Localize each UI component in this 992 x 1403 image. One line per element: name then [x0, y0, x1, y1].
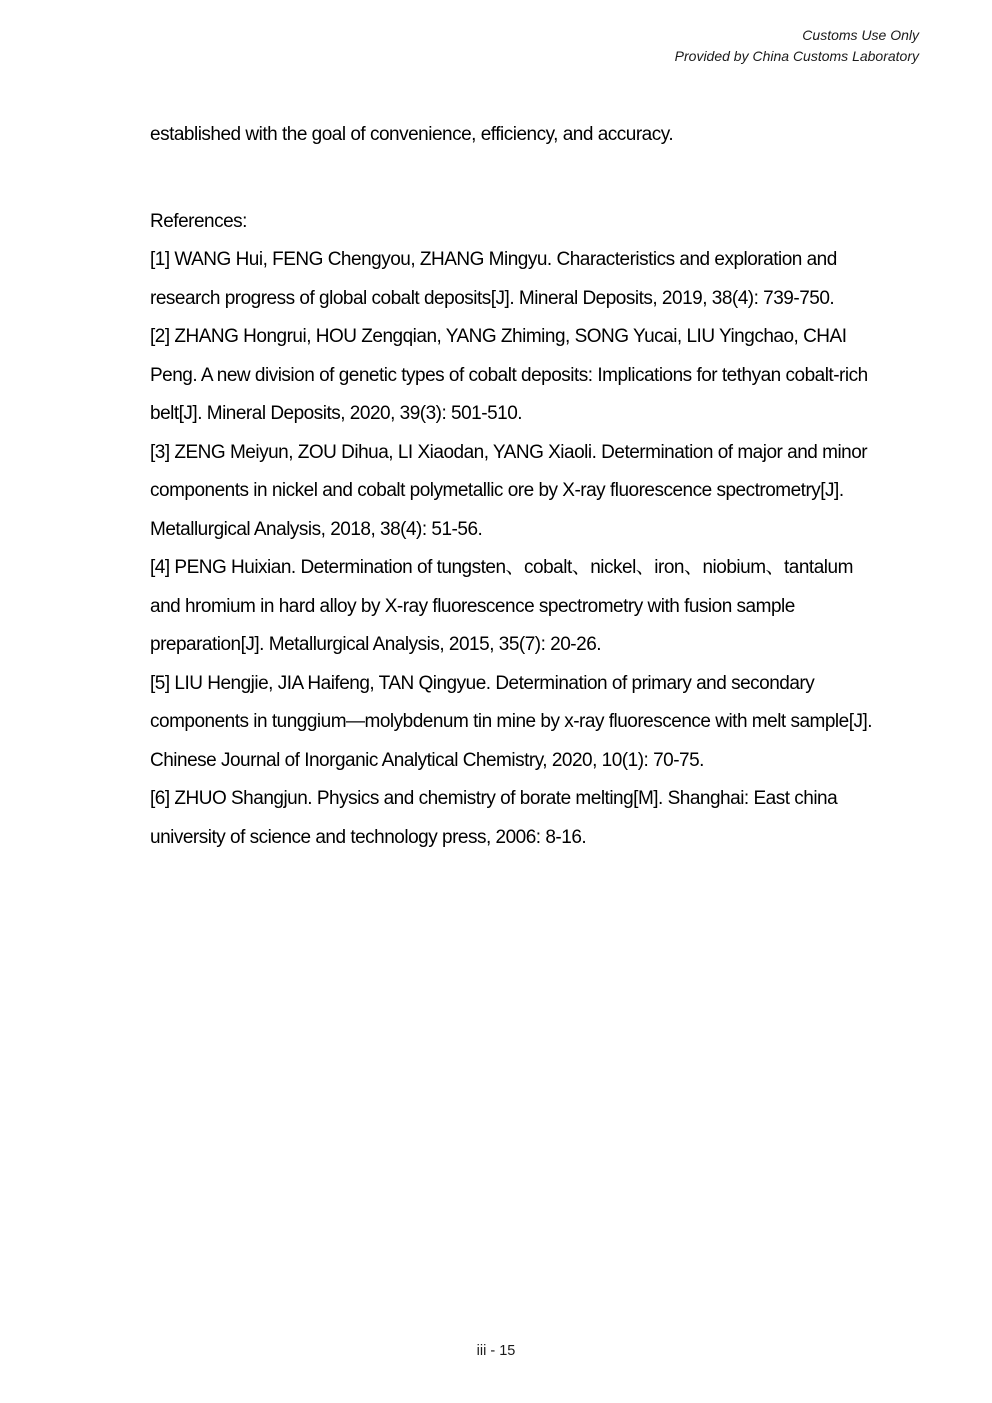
- reference-item-4: [4] PENG Huixian. Determination of tungsten、cobalt、nickel、iron、niobium、tantalum and hromium in hard alloy by X-ray fluorescence spectrometry with fusion sample preparation[J]. Metallurgical Analysis, 2015, 35(7): 20-26.: [150, 557, 853, 655]
- customs-header: [675, 25, 919, 67]
- reference-item-6: [6] ZHUO Shangjun. Physics and chemistry of borate melting[M]. Shanghai: East china university of science and technology press, 2006: 8-16.: [150, 788, 838, 848]
- reference-item-1: [1] WANG Hui, FENG Chengyou, ZHANG Mingyu. Characteristics and exploration and research progress of global cobalt deposits[J]. Mineral Deposits, 2019, 38(4): 739-750.: [150, 249, 837, 309]
- references-heading: References:: [150, 210, 247, 232]
- page-body: [150, 116, 880, 857]
- intro-paragraph: established with the goal of convenience, efficiency, and accuracy.: [150, 124, 674, 145]
- header-line-customs-use-only: Customs Use Only: [802, 27, 919, 43]
- reference-item-5: [5] LIU Hengjie, JIA Haifeng, TAN Qingyue. Determination of primary and secondary components in tunggium—molybdenum tin mine by x-ray fluorescence with melt sample[J]. Chinese Journal of Inorganic Analytical Chemistry, 2020, 10(1): 70-75.: [150, 672, 873, 771]
- reference-item-2: [2] ZHANG Hongrui, HOU Zengqian, YANG Zhiming, SONG Yucai, LIU Yingchao, CHAI Peng. A new division of genetic types of cobalt deposits: Implications for tethyan cobalt-rich belt[J]. Mineral Deposits, 2020, 39(3): 501-510.: [150, 326, 868, 424]
- reference-item-3: [3] ZENG Meiyun, ZOU Dihua, LI Xiaodan, YANG Xiaoli. Determination of major and minor components in nickel and cobalt polymetallic ore by X-ray fluorescence spectrometry[J]. Metallurgical Analysis, 2018, 38(4): 51-56.: [150, 441, 868, 540]
- page-number: iii - 15: [476, 1343, 516, 1359]
- header-line-provided-by: Provided by China Customs Laboratory: [674, 48, 919, 64]
